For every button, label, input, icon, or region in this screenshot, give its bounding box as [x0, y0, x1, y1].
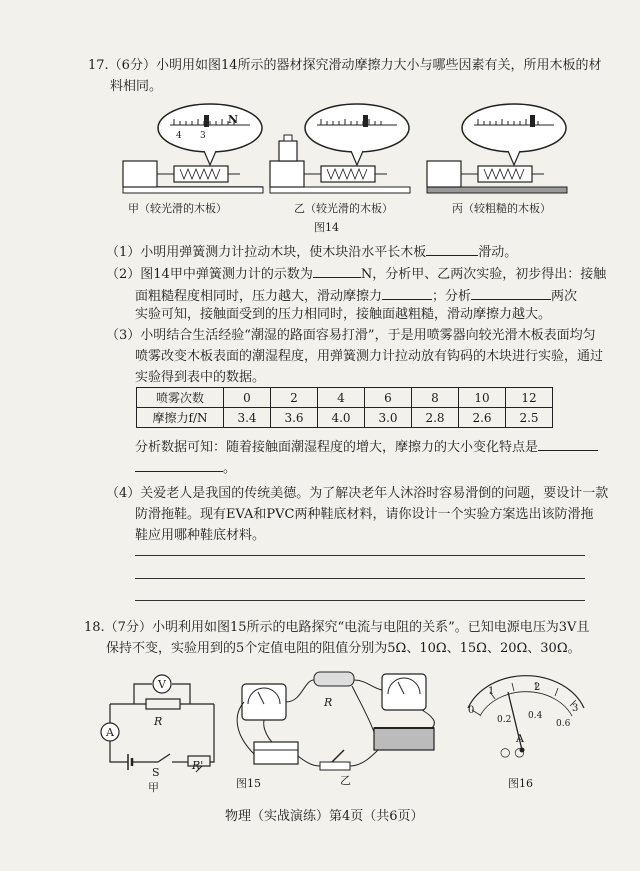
- ammeter-terminals-icon: ○ ○: [500, 745, 525, 759]
- answer-line-1[interactable]: [135, 555, 585, 556]
- q17-part1-text-b: 滑动。: [478, 245, 518, 260]
- ammeter-tick-0: 0: [468, 705, 475, 716]
- q17-part3-line5: [135, 458, 236, 477]
- table-cell: 12: [506, 388, 553, 408]
- q17-part1: [106, 242, 517, 261]
- fig15-resistor-label: R: [324, 696, 333, 709]
- answer-blank-5b[interactable]: [135, 458, 223, 472]
- answer-blank-3[interactable]: [382, 286, 432, 300]
- resistor-label: R: [154, 715, 163, 728]
- ammeter-tick-0-4: 0.4: [528, 711, 543, 721]
- ammeter-tick-2: 2: [534, 682, 541, 693]
- fig15-yi-label: 乙: [340, 774, 351, 787]
- voltmeter-label: V: [158, 678, 166, 691]
- table-row: [137, 408, 553, 428]
- q17-part2-line1: [106, 264, 606, 283]
- table-cell: 4: [318, 388, 365, 408]
- fig14-setup-yi: [270, 104, 410, 193]
- table-cell: 2.6: [459, 408, 506, 428]
- fig14-setup-bing: [427, 104, 567, 193]
- ammeter-label: A: [106, 726, 114, 739]
- q17-part4-line1: （4）关爱老人是我国的传统美德。为了解决老年人沐浴时容易滑倒的问题，要设计一款: [106, 486, 609, 501]
- rheostat-label: R': [192, 759, 204, 772]
- q17-part2-text-e: 两次: [551, 289, 578, 304]
- q17-part3-line2: 喷雾改变木板表面的潮湿程度，用弹簧测力计拉动放有钩码的木块进行实验，通过: [135, 349, 604, 364]
- table-cell: 6: [365, 388, 412, 408]
- q17-part2-text-c: 面粗糙程度相同时，压力越大，滑动摩擦力: [135, 289, 383, 304]
- q17-part2-text-b: N，分析甲、乙两次实验，初步得出：接触: [360, 267, 607, 282]
- table-cell: 8: [412, 388, 459, 408]
- q17-part3-end: 。: [223, 461, 237, 476]
- switch-label: S: [152, 766, 160, 779]
- table-cell: 10: [459, 388, 506, 408]
- fig15-label: 图15: [236, 777, 261, 790]
- fig14-caption-yi: 乙（较光滑的木板）: [294, 202, 393, 215]
- answer-blank-4[interactable]: [471, 286, 551, 300]
- table-row: [137, 388, 553, 408]
- ammeter-unit: A: [516, 732, 524, 745]
- q17-part2-line3: 实验可知，接触面受到的压力相同时，接触面越粗糙，滑动摩擦力越大。: [135, 307, 552, 322]
- q18-intro-line2: 保持不变，实验用到的5个定值电阻的阻值分别为5Ω、10Ω、15Ω、20Ω、30Ω。: [106, 641, 581, 656]
- gauge-tick-4: 4: [176, 131, 182, 141]
- answer-blank-5a[interactable]: [538, 437, 598, 451]
- q17-intro-line2: 料相同。: [110, 79, 163, 94]
- q17-part1-text-a: （1）小明用弹簧测力计拉动木块，使木块沿水平长木板: [106, 245, 427, 260]
- answer-line-3[interactable]: [135, 600, 585, 601]
- table-cell: 3.0: [365, 408, 412, 428]
- gauge-tick-3: 3: [200, 131, 206, 141]
- table-cell: 2.8: [412, 408, 459, 428]
- table-cell: 3.6: [271, 408, 318, 428]
- table-row-header: 摩擦力f/N: [137, 408, 224, 428]
- fig14-caption-bing: 丙（较粗糙的木板）: [452, 202, 551, 215]
- table-cell: 2.5: [506, 408, 553, 428]
- table-cell: 0: [224, 388, 271, 408]
- table-cell: 2: [271, 388, 318, 408]
- q17-intro-line1: 17.（6分）小明用如图14所示的器材探究滑动摩擦力大小与哪些因素有关，所用木板的材: [88, 58, 602, 73]
- q17-part4-line3: 鞋应用哪种鞋底材料。: [135, 528, 266, 543]
- table-cell: 3.4: [224, 408, 271, 428]
- fig16-label: 图16: [508, 777, 533, 790]
- q18-intro-line1: 18.（7分）小明利用如图15所示的电路探究“电流与电阻的关系”。已知电源电压为3V且: [84, 620, 590, 635]
- answer-blank-1[interactable]: [426, 242, 478, 256]
- figure-15-wiring: [232, 656, 452, 786]
- ammeter-tick-0-2: 0.2: [497, 715, 512, 725]
- q17-part3-line1: （3）小明结合生活经验“潮湿的路面容易打滑”，于是用喷雾器向较光滑木板表面均匀: [106, 328, 596, 343]
- q17-part2-text-d: ；分析: [432, 289, 472, 304]
- ammeter-tick-0-6: 0.6: [556, 719, 571, 729]
- q17-part2-text-a: （2）图14甲中弹簧测力计的示数为: [106, 267, 313, 282]
- figure-16-ammeter-dial: [460, 668, 590, 778]
- spray-friction-table: [136, 387, 553, 428]
- answer-blank-2[interactable]: [313, 264, 361, 278]
- gauge-unit-label: N: [228, 113, 239, 126]
- table-row-header: 喷雾次数: [137, 388, 224, 408]
- fig14-title: 图14: [314, 221, 339, 234]
- q17-part3-line3: 实验得到表中的数据。: [135, 370, 266, 385]
- circuit-jia-label: 甲: [148, 781, 159, 794]
- fig14-setup-jia: [123, 104, 263, 193]
- page-footer: 物理（实战演练）第4页（共6页）: [225, 809, 424, 824]
- fig14-caption-jia: 甲（较光滑的木板）: [128, 202, 227, 215]
- ammeter-tick-3: 3: [572, 703, 579, 714]
- q17-part3-line4: [135, 437, 598, 456]
- q17-part4-line2: 防滑拖鞋。现有EVA和PVC两种鞋底材料，请你设计一个实验方案选出该防滑拖: [135, 507, 594, 522]
- q17-part2-line2: [135, 286, 577, 305]
- answer-line-2[interactable]: [135, 578, 585, 579]
- q17-part3-text: 分析数据可知：随着接触面潮湿程度的增大，摩擦力的大小变化特点是: [135, 440, 539, 455]
- ammeter-tick-1: 1: [488, 686, 495, 697]
- table-cell: 4.0: [318, 408, 365, 428]
